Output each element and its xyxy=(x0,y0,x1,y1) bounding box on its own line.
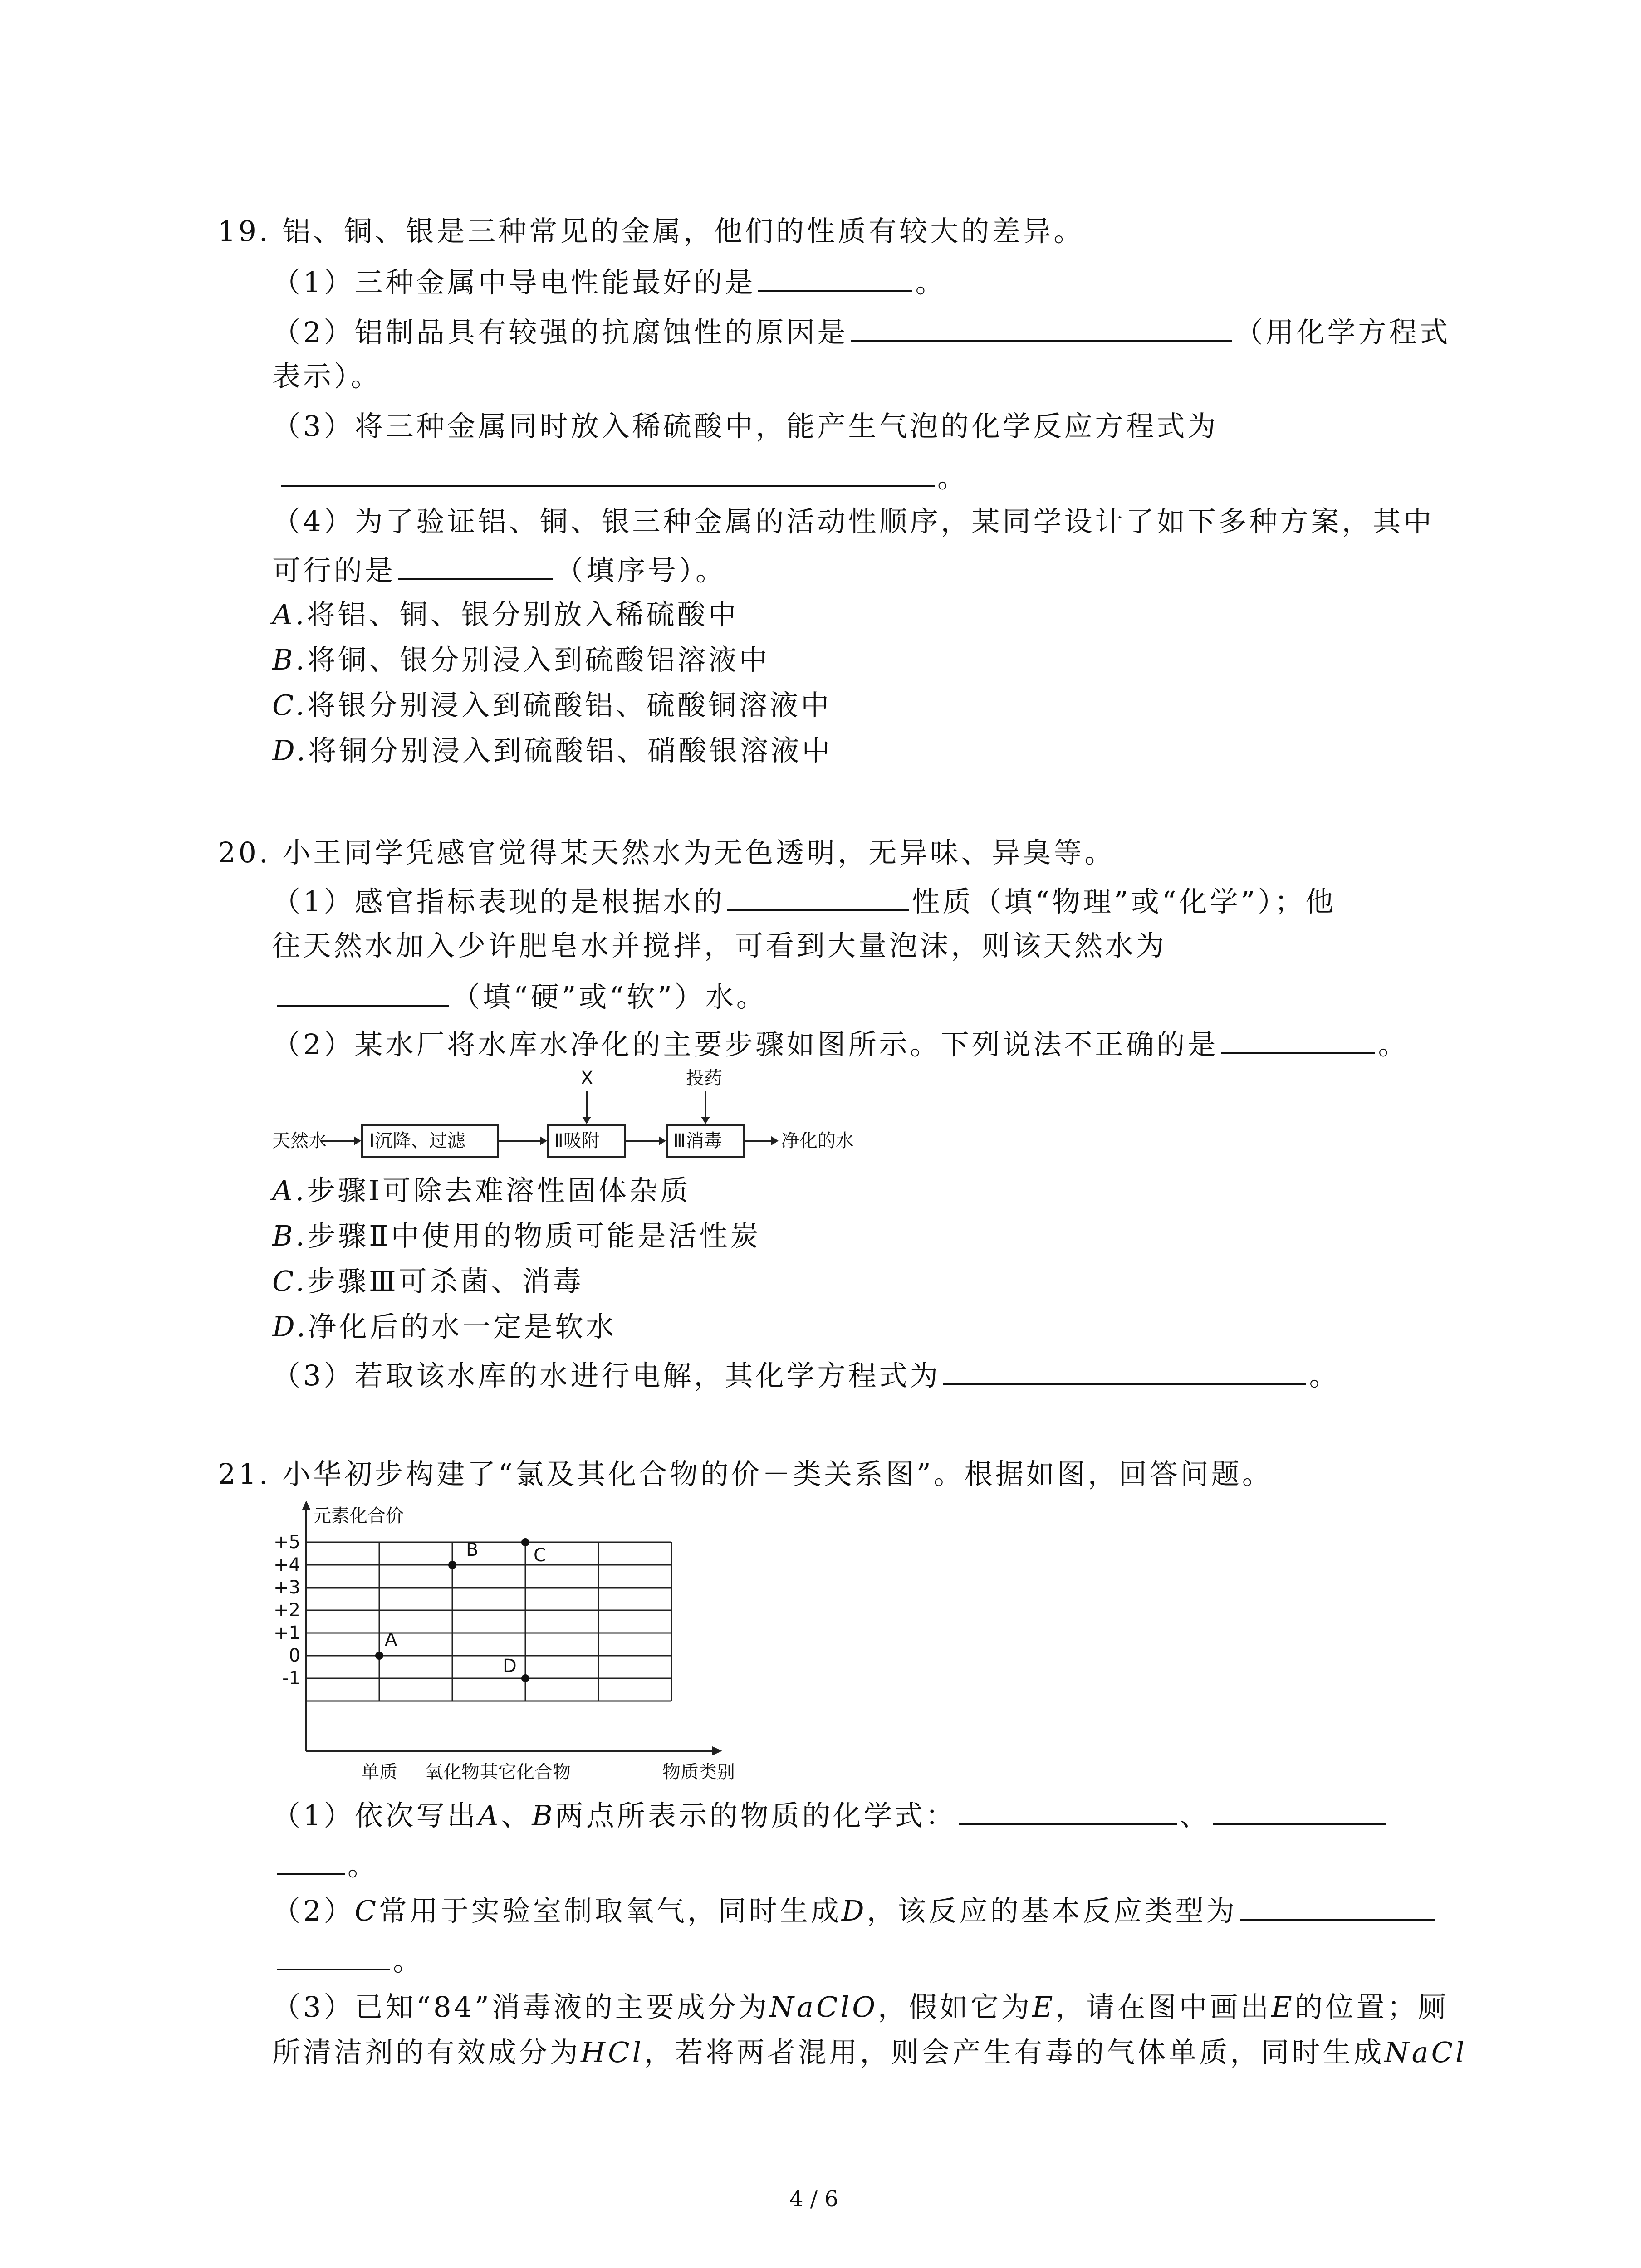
arrow-head-icon xyxy=(701,1117,710,1124)
answer-blank[interactable] xyxy=(943,1356,1306,1385)
q19-sub2-text: （2）铝制品具有较强的抗腐蚀性的原因是 xyxy=(272,316,848,349)
q19-option-a xyxy=(272,596,739,633)
q20-sub3 xyxy=(272,1356,1340,1394)
option-letter: A. xyxy=(272,1174,307,1207)
answer-blank[interactable] xyxy=(398,551,553,580)
water-purification-flowchart xyxy=(272,1066,907,1175)
option-text: 将银分别浸入到硫酸铝、硫酸铜溶液中 xyxy=(307,689,832,722)
q19-sub2-hint: （用化学方程式 xyxy=(1234,316,1451,349)
q19-sub1-text: （1）三种金属中导电性能最好的是 xyxy=(272,266,756,299)
flow-step1-label: Ⅰ沉降、过滤 xyxy=(369,1130,465,1151)
point-e-ref: E xyxy=(1032,1990,1056,2024)
flow-step2-label: Ⅱ吸附 xyxy=(554,1130,600,1151)
option-text: 步骤Ⅲ可杀菌、消毒 xyxy=(307,1265,584,1298)
q21-sub2-num: （2） xyxy=(272,1894,355,1927)
arrow-head-icon xyxy=(540,1136,547,1145)
q21-sub3-cont xyxy=(272,2034,1467,2071)
answer-blank[interactable] xyxy=(277,1941,390,1970)
arrow-head-icon xyxy=(771,1136,779,1145)
data-point-a xyxy=(375,1652,383,1660)
q21-sub3 xyxy=(272,1989,1449,2025)
data-point-label: B xyxy=(466,1540,479,1560)
y-tick-label: +5 xyxy=(274,1532,300,1553)
y-tick-label: +3 xyxy=(274,1577,300,1598)
option-letter: D. xyxy=(272,1310,309,1343)
flow-input-label: 天然水 xyxy=(272,1130,327,1151)
answer-blank[interactable] xyxy=(959,1796,1177,1825)
option-text: 将铝、铜、银分别放入稀硫酸中 xyxy=(307,598,739,631)
q20-option-c xyxy=(272,1263,584,1300)
x-category-label: 氧化物 xyxy=(425,1762,480,1783)
q19-sub2 xyxy=(272,313,1450,351)
formula-nacl: NaCl xyxy=(1384,2036,1467,2069)
data-point-label: D xyxy=(503,1656,517,1677)
answer-blank[interactable] xyxy=(727,882,909,911)
y-tick-label: +1 xyxy=(274,1623,300,1643)
q21-sub2-text2: ，该反应的基本反应类型为 xyxy=(867,1894,1237,1927)
q20-stem: 20. 小王同学凭感官觉得某天然水为无色透明，无异味、异臭等。 xyxy=(218,836,1116,869)
q20-sub1 xyxy=(272,882,1336,920)
option-letter: A. xyxy=(272,598,307,631)
separator: 、 xyxy=(501,1799,532,1832)
q19-option-d xyxy=(272,733,833,769)
answer-blank[interactable] xyxy=(277,1846,345,1875)
x-category-label: 其它化合物 xyxy=(480,1762,571,1783)
q19-option-b xyxy=(272,642,770,678)
q21-sub2-end: 。 xyxy=(393,1944,424,1977)
q21-sub1 xyxy=(272,1796,1388,1834)
data-point-c xyxy=(521,1538,529,1546)
arrow-head-icon xyxy=(712,1746,722,1755)
answer-blank[interactable] xyxy=(277,978,449,1007)
q20-option-b xyxy=(272,1218,761,1254)
q21-sub3-text3: ，请在图中画出 xyxy=(1055,1990,1272,2024)
q21-sub3-text6: ，若将两者混用，则会产生有毒的气体单质，同时生成 xyxy=(644,2036,1385,2069)
q20-option-a xyxy=(272,1173,691,1209)
y-axis-label: 元素化合价 xyxy=(313,1505,404,1526)
valence-class-chart xyxy=(263,1497,798,1787)
formula-hcl: HCl xyxy=(581,2036,644,2069)
option-text: 将铜、银分别浸入到硫酸铝溶液中 xyxy=(307,643,770,676)
arrow-head-icon xyxy=(582,1117,591,1124)
q20-sub1-end: （填“硬”或“软”）水。 xyxy=(452,980,767,1013)
y-tick-label: -1 xyxy=(282,1668,300,1689)
option-text: 步骤Ⅱ中使用的物质可能是活性炭 xyxy=(307,1219,761,1252)
option-letter: D. xyxy=(272,734,309,767)
q21-sub1-text: （1）依次写出 xyxy=(272,1799,478,1832)
q19-sub3: （3）将三种金属同时放入稀硫酸中，能产生气泡的化学反应方程式为 xyxy=(272,410,1219,443)
data-point-label: A xyxy=(385,1629,397,1650)
option-letter: B. xyxy=(272,643,308,676)
q19-sub3-line xyxy=(272,458,968,496)
q19-sub1 xyxy=(272,263,946,301)
answer-blank[interactable] xyxy=(1213,1796,1386,1825)
q19-sub4-cont xyxy=(272,551,726,589)
point-b-ref: B xyxy=(532,1799,555,1832)
q21-stem: 21. 小华初步构建了“氯及其化合物的价－类关系图”。根据如图，回答问题。 xyxy=(218,1457,1273,1491)
option-text: 将铜分别浸入到硫酸铝、硝酸银溶液中 xyxy=(308,734,833,767)
q19-sub4: （4）为了验证铝、铜、银三种金属的活动性顺序，某同学设计了如下多种方案，其中 xyxy=(272,505,1435,538)
point-c-ref: C xyxy=(354,1894,379,1927)
q20-sub2-end: 。 xyxy=(1378,1028,1409,1061)
x-category-label: 单质 xyxy=(361,1762,397,1783)
answer-blank[interactable] xyxy=(851,313,1232,342)
option-letter: C. xyxy=(272,689,307,722)
q21-sub3-text4: 的位置；厕 xyxy=(1294,1990,1449,2024)
point-e-ref: E xyxy=(1271,1990,1295,2024)
y-tick-label: 0 xyxy=(289,1645,300,1666)
data-point-label: C xyxy=(534,1545,546,1566)
flow-step3-label: Ⅲ消毒 xyxy=(673,1130,722,1151)
arrow-head-icon xyxy=(354,1136,361,1145)
q20-sub1-text: （1）感官指标表现的是根据水的 xyxy=(272,885,725,918)
q20-sub3-text: （3）若取该水库的水进行电解，其化学方程式为 xyxy=(272,1359,941,1392)
answer-blank[interactable] xyxy=(1221,1025,1375,1054)
q19-stem: 19. 铝、铜、银是三种常见的金属，他们的性质有较大的差异。 xyxy=(218,215,1085,248)
q19-option-c xyxy=(272,687,832,723)
chart-ticks xyxy=(274,1532,300,1689)
q19-sub4-hint: （填序号）。 xyxy=(555,554,727,587)
q21-sub3-text5: 所清洁剂的有效成分为 xyxy=(272,2036,581,2069)
q19-sub2-cont: 表示）。 xyxy=(272,360,382,393)
q19-sub3-end: 。 xyxy=(937,461,969,494)
chart-grid xyxy=(306,1542,671,1701)
q21-sub1-end: 。 xyxy=(348,1849,379,1882)
q21-sub1-line xyxy=(272,1846,378,1884)
q20-sub1-hint: 性质（填“物理”或“化学”）；他 xyxy=(911,885,1337,918)
answer-blank[interactable] xyxy=(281,458,935,487)
y-tick-label: +2 xyxy=(274,1600,300,1621)
flow-output-label: 净化的水 xyxy=(781,1130,854,1151)
q21-sub3-text: （3）已知“84”消毒液的主要成分为 xyxy=(272,1990,769,2024)
q20-sub1-line xyxy=(272,978,767,1015)
y-tick-label: +4 xyxy=(274,1554,300,1575)
formula-naclo: NaClO xyxy=(769,1990,878,2024)
answer-blank[interactable] xyxy=(1240,1892,1435,1921)
data-point-b xyxy=(448,1561,456,1569)
flow-drug-label: 投药 xyxy=(686,1068,722,1089)
q20-sub3-end: 。 xyxy=(1309,1359,1340,1392)
q20-sub1-cont: 往天然水加入少许肥皂水并搅拌，可看到大量泡沫，则该天然水为 xyxy=(272,929,1167,962)
answer-blank[interactable] xyxy=(758,263,912,292)
option-letter: C. xyxy=(272,1265,307,1298)
q20-sub2 xyxy=(272,1025,1409,1063)
page-number: 4 / 6 xyxy=(789,2186,838,2212)
point-d-ref: D xyxy=(841,1894,867,1927)
q21-sub1-text2: 两点所表示的物质的化学式： xyxy=(555,1799,956,1832)
option-text: 净化后的水一定是软水 xyxy=(308,1310,617,1343)
option-letter: B. xyxy=(272,1219,308,1252)
arrow-head-icon xyxy=(659,1136,666,1145)
q21-sub2-line xyxy=(272,1941,424,1979)
q20-sub2-text: （2）某水厂将水库水净化的主要步骤如图所示。下列说法不正确的是 xyxy=(272,1028,1219,1061)
arrow-head-icon xyxy=(302,1501,311,1510)
q21-sub2 xyxy=(272,1892,1438,1929)
option-text: 步骤Ⅰ可除去难溶性固体杂质 xyxy=(307,1174,691,1207)
q21-sub2-text: 常用于实验室制取氧气，同时生成 xyxy=(378,1894,842,1927)
x-axis-label: 物质类别 xyxy=(662,1762,735,1783)
q21-sub3-text2: ，假如它为 xyxy=(878,1990,1033,2024)
data-point-d xyxy=(521,1674,529,1682)
q19-sub1-end: 。 xyxy=(915,266,946,299)
flow-x-label: X xyxy=(581,1068,593,1089)
q20-option-d xyxy=(272,1309,617,1345)
chart-category-labels xyxy=(361,1762,571,1783)
q19-sub4-text: 可行的是 xyxy=(272,554,396,587)
point-a-ref: A xyxy=(478,1799,501,1832)
separator: 、 xyxy=(1179,1799,1210,1832)
